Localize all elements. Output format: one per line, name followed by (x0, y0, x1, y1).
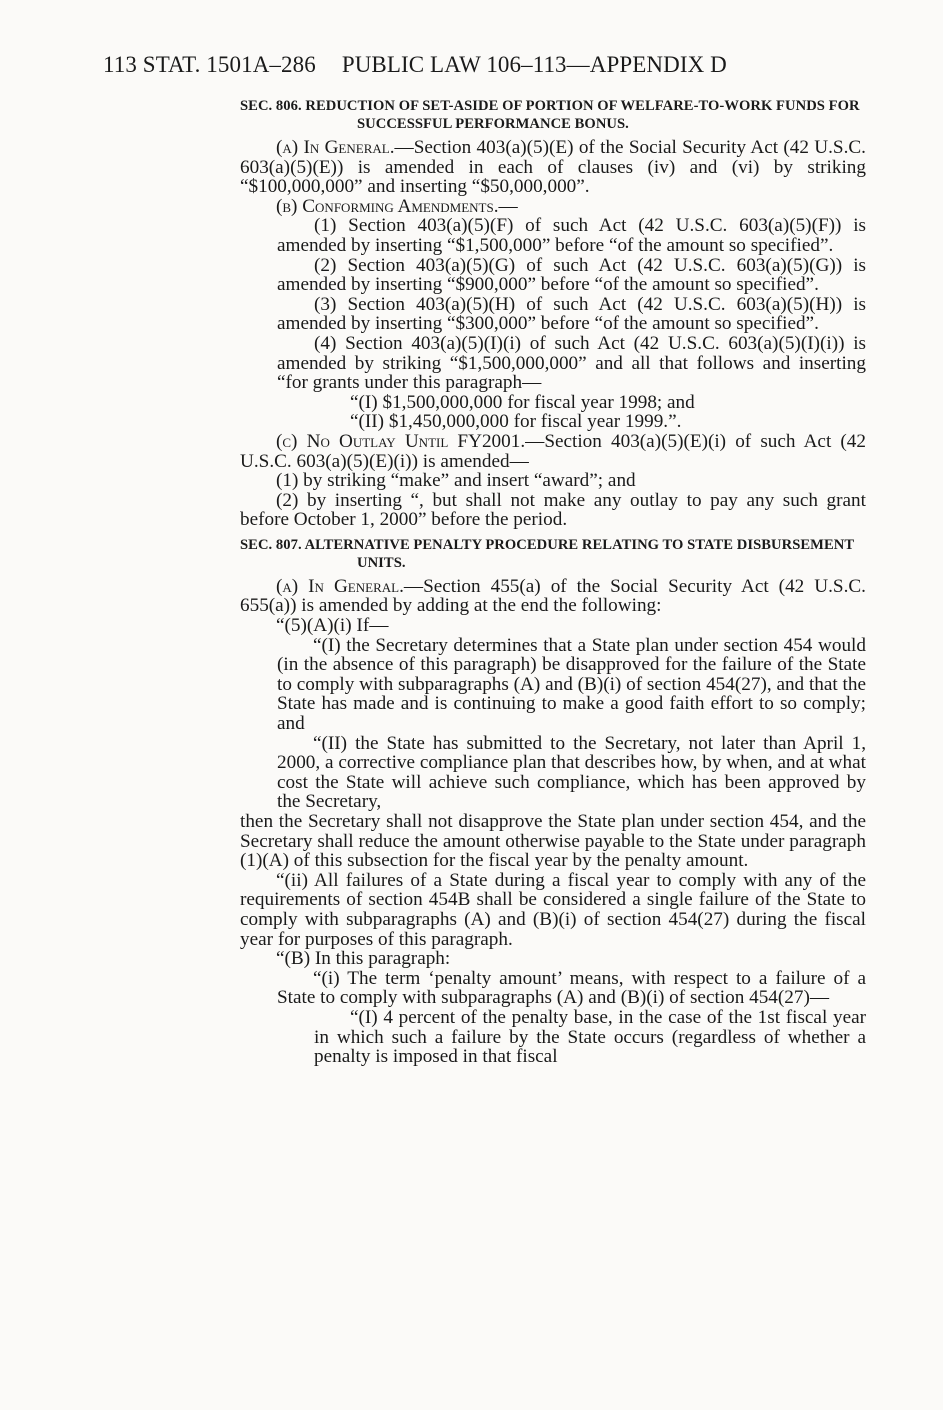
subsection-label: (b) Conforming Amendments. (276, 195, 499, 217)
section-807-heading: SEC. 807. ALTERNATIVE PENALTY PROCEDURE RELATING TO STATE DISBURSEMENT UNITS. (240, 536, 854, 571)
subsection-label: (c) No Outlay Until FY2001. (276, 430, 526, 452)
section-806-c: (c) No Outlay Until FY2001.—Section 403(a)(5)(E)(i) of such Act (42 U.S.C. 603(a)(5)(E)(i)) is amended— (240, 430, 866, 472)
section-807-quote-I: “(I) the Secretary determines that a State plan under section 454 would (in the absence of this paragraph) be disapproved for the failure of the State to comply with subparagraphs (A) and (B)(i) of section 454(27), and that the State has made and is continuing to make a good faith effort to so comply; and (277, 634, 866, 735)
subsection-label: (a) In General. (276, 575, 404, 597)
section-806-b: (b) Conforming Amendments.— (276, 195, 518, 217)
stat-reference: 113 STAT. 1501A–286 (103, 52, 316, 77)
section-807-B-i: “(i) The term ‘penalty amount’ means, with respect to a failure of a State to comply with subparagraphs (A) and (B)(i) of section 454(27)— (277, 967, 866, 1009)
section-806-b2: (2) Section 403(a)(5)(G) of such Act (42 U.S.C. 603(a)(5)(G)) is amended by inserting “$900,000” before “of the amount so specified”. (277, 254, 866, 296)
section-807-B: “(B) In this paragraph: (276, 948, 451, 970)
section-807-quote-5: “(5)(A)(i) If— (276, 615, 389, 637)
running-header (103, 52, 727, 78)
section-806-b1: (1) Section 403(a)(5)(F) of such Act (42 U.S.C. 603(a)(5)(F)) is amended by inserting “$1,500,000” before “of the amount so specified”. (277, 215, 866, 256)
section-806-b3: (3) Section 403(a)(5)(H) of such Act (42 U.S.C. 603(a)(5)(H)) is amended by inserting “$300,000” before “of the amount so specified”. (277, 293, 866, 335)
section-806-b4: (4) Section 403(a)(5)(I)(i) of such Act (42 U.S.C. 603(a)(5)(I)(i)) is amended by striking “$1,500,000,000” and all that follows and inserting “for grants under this paragraph— (277, 332, 866, 394)
section-806-c1: (1) by striking “make” and insert “award”; and (276, 470, 636, 492)
section-807-quote-II: “(II) the State has submitted to the Secretary, not later than April 1, 2000, a corrective compliance plan that describes how, by when, and at what cost the State will achieve such compliance, which has been approved by the Secretary, (277, 732, 866, 813)
section-806-b4-I: “(I) $1,500,000,000 for fiscal year 1998; and (350, 391, 695, 413)
subsection-label: (a) In General. (276, 137, 395, 158)
section-806-heading: SEC. 806. REDUCTION OF SET-ASIDE OF PORTION OF WELFARE-TO-WORK FUNDS FOR SUCCESSFUL PERFORMANCE BONUS. (240, 98, 860, 132)
section-807-then: then the Secretary shall not disapprove the State plan under section 454, and the Secretary shall reduce the amount otherwise payable to the State under paragraph (1)(A) of this subsection for the fiscal year by the penalty amount. (240, 811, 866, 872)
page-body (240, 97, 866, 1067)
section-806-b4-II: “(II) $1,450,000,000 for fiscal year 1999.”. (350, 411, 682, 433)
section-807-B-i-I: “(I) 4 percent of the penalty base, in the case of the 1st fiscal year in which such a failure by the State occurs (regardless of whether a penalty is imposed in that fiscal (314, 1006, 866, 1068)
law-reference: PUBLIC LAW 106–113—APPENDIX D (341, 52, 727, 77)
section-806-a: (a) In General.—Section 403(a)(5)(E) of the Social Security Act (42 U.S.C. 603(a)(5)(E)) is amended in each of clauses (iv) and (vi) by striking “$100,000,000” and inserting “$50,000,000”. (240, 137, 866, 198)
section-807-a: (a) In General.—Section 455(a) of the Social Security Act (42 U.S.C. 655(a)) is amended by adding at the end the following: (240, 575, 866, 617)
section-807-ii: “(ii) All failures of a State during a fiscal year to comply with any of the requirements of section 454B shall be considered a single failure of the State to comply with subparagraphs (A) and (B)(i) of section 454(27) during the fiscal year for purposes of this paragraph. (240, 869, 866, 950)
section-806-c2: (2) by inserting “, but shall not make any outlay to pay any such grant before October 1, 2000” before the period. (240, 489, 866, 531)
